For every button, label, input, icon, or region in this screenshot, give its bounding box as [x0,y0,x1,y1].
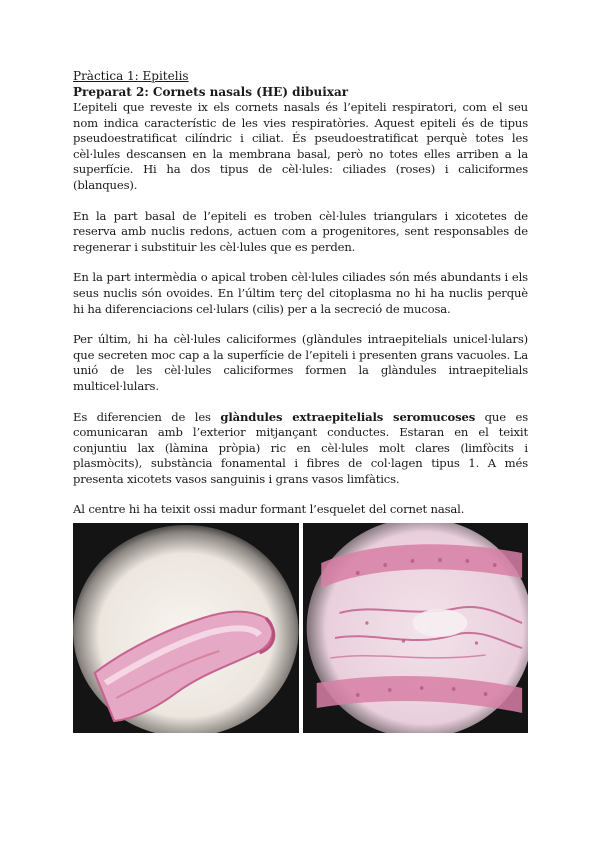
paragraph-glands [73,410,528,488]
paragraph-glands-start: Es diferencien de les [73,409,221,424]
paragraph-intro: L’epiteli que reveste ix els cornets nasals és l’epiteli respiratori, com el seu nom indica característic de les vies respiratòries. Aquest epiteli és de tipus pseudoestratificat cilíndric i ciliat. És pseudoestratificat perquè totes les cèl·lules descansen en la membrana basal, però no totes elles arriben a la superfície. Hi ha dos tipus de cèl·lules: ciliades (roses) i caliciformes (blanques). [73,100,528,192]
paragraph-apical: En la part intermèdia o apical troben cèl·lules ciliades són més abundants i els seus nuclis són ovoides. En l’últim terç del citoplasma no hi ha nuclis perquè hi ha diferenciacions cel·lulars (cilis) per a la secreció de mucosa. [73,270,528,316]
paragraph-bone: Al centre hi ha teixit ossi madur formant l’esquelet del cornet nasal. [73,502,465,517]
micrograph-high-image [303,523,529,733]
paragraph-glands-end: que es comunicaran amb l’exterior mitjançant conductes. Estaran en el teixit conjuntiu lax (làmina pròpia) ric en cèl·lules molt clares (limfòcits i plasmòcits), substància fonamental i fibres de col·lagen tipus 1. A més presenta xicotets vasos sanguinis i grans vasos limfàtics. [73,409,528,486]
preparation-title: Preparat 2: Cornets nasals (HE) dibuixar [73,85,349,99]
paragraph-goblet: Per últim, hi ha cèl·lules caliciformes (glàndules intraepitelials unicel·lulars) que secreten moc cap a la superfície de l’epiteli i presenten grans vacuoles. La unió de les cèl·lules caliciformes formen la glàndules intraepitelials multicel·lulars. [73,332,528,393]
document-body [73,68,528,533]
micrograph-low-magnification [73,523,299,733]
paragraph-basal: En la part basal de l’epiteli es troben cèl·lules triangulars i xicotetes de reserva amb nuclis redons, actuen com a progenitores, sent responsables de regenerar i substituir les cèl·lules que es perden. [73,208,528,254]
micrograph-row [73,523,528,733]
micrograph-low-image [73,523,299,733]
paragraph-glands-term: glàndules extraepitelials seromucoses [220,409,476,424]
practice-title: Pràctica 1: Epitelis [73,69,189,83]
micrograph-high-magnification [303,523,529,733]
